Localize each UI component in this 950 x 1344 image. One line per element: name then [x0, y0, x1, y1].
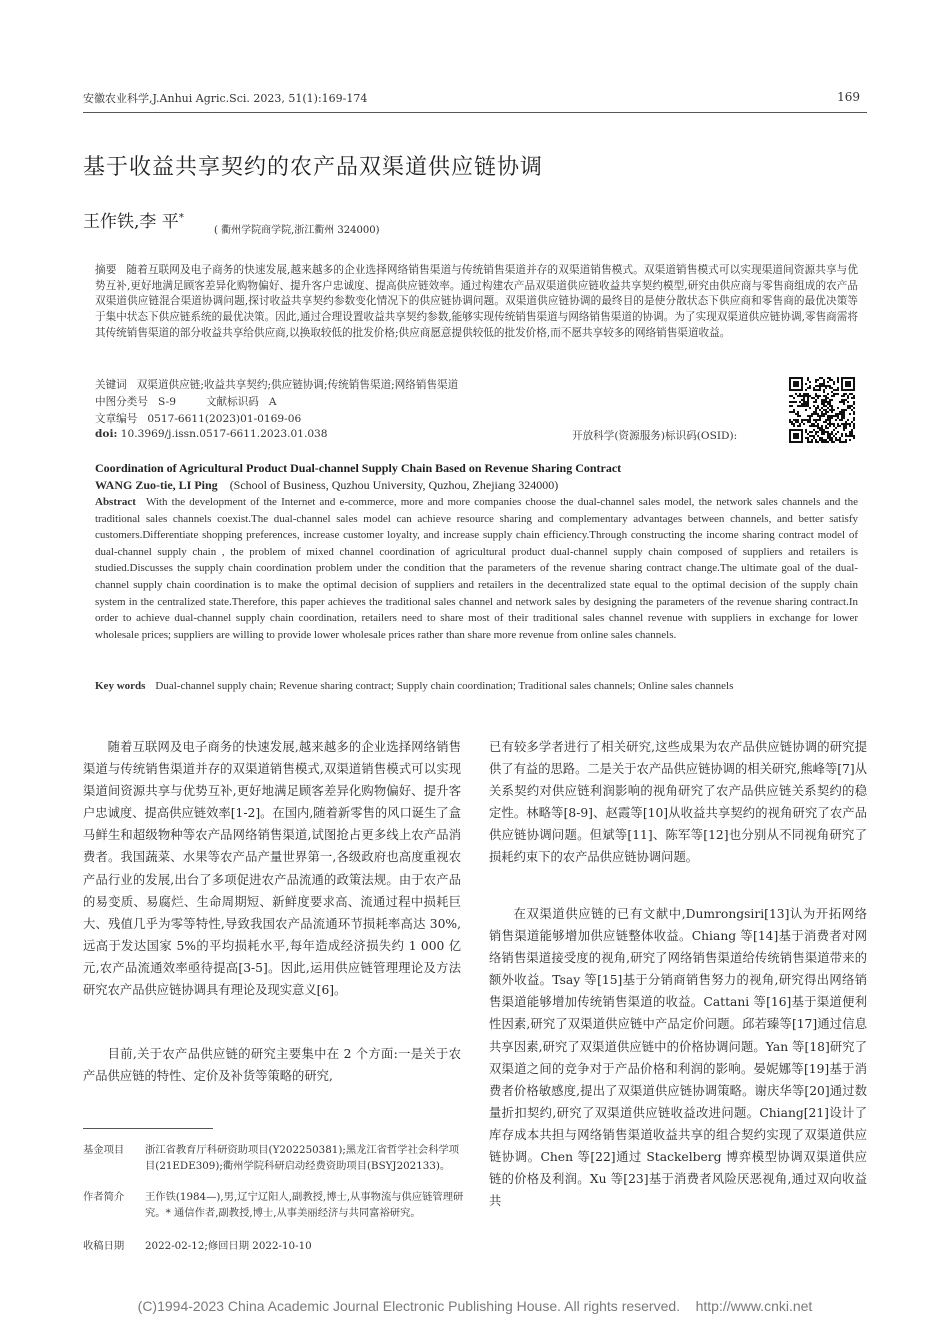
- doc-code-value: A: [268, 396, 277, 408]
- footnote-label: 收稿日期: [83, 1240, 125, 1252]
- clc-value: S-9: [157, 396, 176, 408]
- clc-line: [95, 394, 277, 409]
- paper-title: 基于收益共享契约的农产品双渠道供应链协调: [83, 155, 544, 180]
- english-title: Coordination of Agricultural Product Dual-channel Supply Chain Based on Revenue Sharing Contract: [95, 461, 622, 475]
- keywords-en-text: Dual-channel supply chain; Revenue sharing contract; Supply chain coordination; Traditional sales channels; Online sales channels: [155, 680, 734, 692]
- keywords-cn: [95, 377, 458, 392]
- abstract-en-text: With the development of the Internet and e-commerce, more and more companies choose the dual-channel sales model, the network sales channels and the traditional sales channels coexist.The dual-channel sales model can achieve resource sharing and complementary advantages between channels, and better satisfy customers.Differentiate shopping preferences, increase customer loyalty, and increase supply chain efficiency.Through constructing the income sharing contract model of dual-channel supply chain , the problem of mixed channel coordination of agricultural product dual-channel supply chain composed of suppliers and retailers is studied.Discusses the supply chain coordination problem under the condition that the parameters of the revenue sharing contract change.The ultimate goal of the dual-channel supply chain coordination is to make the optimal decision of suppliers and retailers in the decentralized state equal to the optimal decision of the supply chain system in the centralized state.Therefore, this paper achieves the traditional sales channel and network sales by designing the parameters of the revenue sharing contract.In order to achieve dual-channel supply chain coordination, retailers need to share most of their traditional sales channel revenue with suppliers in exchange for lower wholesale prices; suppliers are willing to provide lower wholesale prices rather than share more revenue from online sales channels.: [95, 496, 858, 641]
- copyright-footer: (C)1994-2023 China Academic Journal Electronic Publishing House. All rights reserved. http://www.cnki.net: [137, 1298, 813, 1314]
- header-rule: [83, 112, 867, 113]
- abstract-cn: [95, 263, 858, 342]
- abstract-cn-text: 随着互联网及电子商务的快速发展,越来越多的企业选择网络销售渠道与传统销售渠道并存的双渠道销售模式。双渠道销售模式可以实现渠道间资源共享与优势互补,更好地满足顾客差异化购物偏好、提升客户忠诚度、提高供应链效率。通过构建农产品双渠道供应链收益共享契约模型,研究由供应商与零售商组成的农产品双渠道供应链混合渠道协调问题,探讨收益共享契约参数变化情况下的供应链协调问题。双渠道供应链协调的最终目的是使分散状态下供应商和零售商的最优决策等于集中状态下供应链系统的最优决策。因此,通过合理设置收益共享契约参数,能够实现传统销售渠道与网络销售渠道的协调。为了实现双渠道供应链协调,零售商需将其传统销售渠道的部分收益共享给供应商,以换取较低的批发价格;供应商愿意提供较低的批发价格,而不愿共享较多的网络销售渠道收益。: [95, 264, 858, 339]
- qr-code-icon: [789, 377, 855, 443]
- english-affiliation: (School of Business, Quzhou University, Quzhou, Zhejiang 324000): [229, 478, 559, 492]
- author-names: 王作铁,李 平: [83, 212, 179, 232]
- affiliation: ( 衢州学院商学院,浙江衢州 324000): [214, 225, 380, 236]
- footnote-label: 作者简介: [83, 1191, 125, 1203]
- authors: [83, 207, 184, 232]
- keywords-en-label: Key words: [95, 680, 146, 692]
- journal-header: 安徽农业科学,J.Anhui Agric.Sci. 2023, 51(1):169-174: [83, 92, 368, 105]
- footnote-rule: [83, 1128, 213, 1129]
- keywords-cn-text: 双渠道供应链;收益共享契约;供应链协调;传统销售渠道;网络销售渠道: [136, 379, 459, 391]
- english-authors-line: [95, 478, 558, 493]
- footnote-text: 浙江省教育厅科研资助项目(Y202250381);黑龙江省哲学社会科学项目(21EDE309);衢州学院科研启动经费资助项目(BSYJ202133)。: [145, 1144, 460, 1172]
- body-paragraph: 在双渠道供应链的已有文献中,Dumrongsiri[13]认为开拓网络销售渠道能够增加供应链整体收益。Chiang 等[14]基于消费者对网络销售渠道接受度的视角,研究了网络销售渠道给传统销售渠道带来的额外收益。Tsay 等[15]基于分销商销售努力的视角,研究得出网络销售渠道能够增加传统销售渠道的收益。Cattani 等[16]基于渠道便利性因素,研究了双渠道供应链中产品定价问题。邱若臻等[17]通过信息共享因素,研究了双渠道供应链中的价格协调问题。Yan 等[18]研究了双渠道之间的竞争对于产品价格和利润的影响。晏妮娜等[19]基于消费者价格敏感度,提出了双渠道供应链协调策略。谢庆华等[20]通过数量折扣契约,研究了双渠道供应链收益改进问题。Chiang[21]设计了库存成本共担与网络销售渠道收益共享的组合契约实现了双渠道供应链协调。Chen 等[22]通过 Stackelberg 博弈模型协调双渠道供应链的价格及利润。Xu 等[23]基于消费者风险厌恶视角,通过双向收益共: [489, 907, 867, 1209]
- article-number: [95, 411, 301, 426]
- abstract-cn-label: 摘要: [95, 264, 117, 276]
- body-paragraph: 已有较多学者进行了相关研究,这些成果为农产品供应链协调的研究提供了有益的思路。二是关于农产品供应链协调的相关研究,熊峰等[7]从关系契约对供应链利润影响的视角研究了农产品供应链关系契约的稳定性。林略等[8-9]、赵霞等[10]从收益共享契约的视角研究了农产品供应链协调问题。但斌等[11]、陈军等[12]也分别从不同视角研究了损耗约束下的农产品供应链协调问题。: [489, 740, 867, 865]
- doi-label: doi:: [95, 428, 118, 440]
- footnote-text: 王作铁(1984—),男,辽宁辽阳人,副教授,博士,从事物流与供应链管理研究。* 通信作者,副教授,博士,从事美丽经济与共同富裕研究。: [145, 1191, 464, 1219]
- corresponding-mark: *: [178, 212, 184, 224]
- page-number: 169: [837, 90, 860, 104]
- footnote-text: 2022-02-12;修回日期 2022-10-10: [145, 1240, 312, 1252]
- doi-value[interactable]: 10.3969/j.issn.0517-6611.2023.01.038: [120, 428, 328, 440]
- article-number-value: 0517-6611(2023)01-0169-06: [147, 413, 302, 425]
- body-paragraph: 随着互联网及电子商务的快速发展,越来越多的企业选择网络销售渠道与传统销售渠道并存的双渠道销售模式,双渠道销售模式可以实现渠道间资源共享与优势互补,更好地满足顾客差异化购物偏好、提升客户忠诚度、提高供应链效率[1-2]。在国内,随着新零售的风口诞生了盒马鲜生和超级物种等农产品网络销售渠道,试图抢占更多线上农产品消费者。我国蔬菜、水果等农产品产量世界第一,各级政府也高度重视农产品行业的发展,出台了多项促进农产品流通的政策法规。由于农产品的易变质、易腐烂、生命周期短、新鲜度要求高、流通过程中损耗巨大、残值几乎为零等特性,导致我国农产品流通环节损耗率高达 30%,远高于发达国家 5%的平均损耗水平,每年造成经济损失约 1 000 亿元,农产品流通效率亟待提高[3-5]。因此,运用供应链管理理论及方法研究农产品供应链协调具有理论及现实意义[6]。: [83, 740, 461, 998]
- abstract-en: [95, 494, 858, 643]
- keywords-en: [95, 678, 858, 695]
- doc-code-label: 文献标识码: [205, 396, 259, 408]
- body-paragraph: 目前,关于农产品供应链的研究主要集中在 2 个方面:一是关于农产品供应链的特性、定价及补货等策略的研究,: [83, 1047, 461, 1084]
- abstract-en-label: Abstract: [95, 496, 136, 508]
- footnote-label: 基金项目: [83, 1144, 125, 1156]
- clc-label: 中图分类号: [95, 396, 148, 408]
- doi-line: [95, 428, 328, 440]
- osid-label: 开放科学(资源服务)标识码(OSID):: [572, 430, 738, 442]
- article-number-label: 文章编号: [95, 413, 138, 425]
- keywords-cn-label: 关键词: [95, 379, 127, 391]
- english-authors: WANG Zuo-tie, LI Ping: [95, 478, 218, 492]
